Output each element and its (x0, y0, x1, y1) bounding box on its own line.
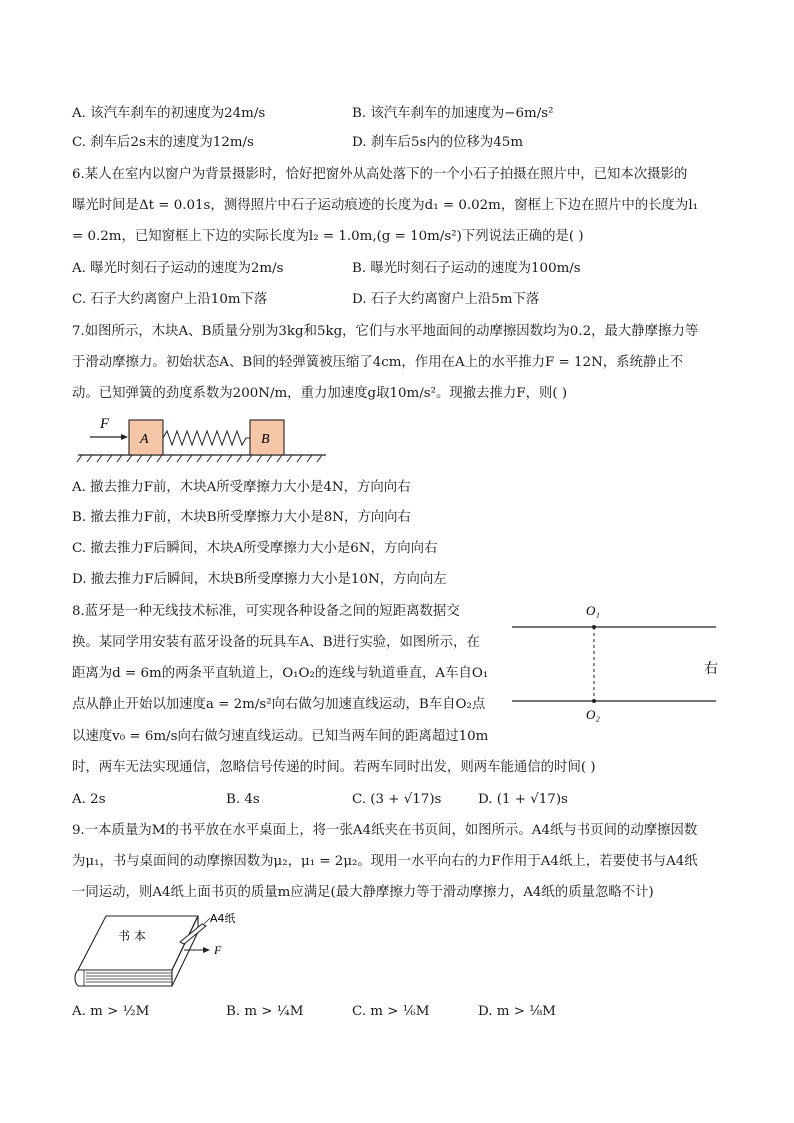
q8-option-c: C. (3 + √17)s (352, 792, 442, 807)
q6-stem-line-1: 6.某人在室内以窗户为背景摄影时，恰好把窗外从高处落下的一个小石子拍摄在照片中，已知本次摄影的 (72, 167, 688, 182)
label-o2: O₂ (586, 707, 600, 722)
q7-option-a: A. 撤去推力F前，木块A所受摩擦力大小是4N，方向向右 (72, 480, 411, 495)
q8-stem-line-4: 点从静止开始以加速度a = 2m/s²向右做匀加速直线运动，B车自O₂点 (72, 697, 486, 712)
force-label-f: F (100, 416, 110, 432)
q7-option-b: B. 撤去推力F前，木块B所受摩擦力大小是8N，方向向右 (72, 510, 411, 525)
q8-stem-line-3: 距离为d = 6m的两条平直轨道上，O₁O₂的连线与轨道垂直，A车自O₁ (72, 666, 489, 681)
point-o2 (592, 699, 596, 703)
q8-stem-line-5: 以速度v₀ = 6m/s向右做匀速直线运动。已知当两车间的距离超过10m (72, 729, 489, 744)
q6-option-a: A. 曝光时刻石子运动的速度为2m/s (72, 261, 284, 276)
q9-option-b: B. m > ¼M (226, 1004, 304, 1019)
q9-option-a: A. m > ½M (72, 1004, 150, 1019)
q6-option-b: B. 曝光时刻石子运动的速度为100m/s (352, 261, 581, 276)
book-drawing (75, 916, 198, 986)
q5-option-c: C. 刹车后2s末的速度为12m/s (72, 135, 254, 150)
q7-option-c: C. 撤去推力F后瞬间，木块A所受摩擦力大小是6N，方向向右 (72, 541, 438, 556)
q6-option-d: D. 石子大约离窗户上沿5m下落 (352, 292, 540, 307)
q9-stem-line-2: 为μ₁，书与桌面间的动摩擦因数为μ₂，μ₁ = 2μ₂。现用一水平向右的力F作用于A4纸上，若要使书与A4纸 (72, 854, 698, 869)
q7-stem-line-2: 于滑动摩擦力。初始状态A、B间的轻弹簧被压缩了4cm，作用在A上的水平推力F = 12N，系统静止不 (72, 355, 684, 370)
q7-option-d: D. 撤去推力F后瞬间，木块B所受摩擦力大小是10N，方向向左 (72, 572, 447, 587)
q5-option-a: A. 该汽车刹车的初速度为24m/s (72, 106, 266, 121)
page-edges (86, 973, 172, 982)
q7-stem-line-3: 动。已知弹簧的劲度系数为200N/m，重力加速度g取10m/s²。现撤去推力F，则( ) (72, 386, 568, 401)
q5-option-b: B. 该汽车刹车的加速度为−6m/s² (352, 106, 554, 121)
ground-hatching (77, 455, 326, 462)
book-title-text: 书 本 (118, 929, 146, 943)
label-right: 右 (704, 661, 718, 677)
q5-option-d: D. 刹车后5s内的位移为45m (352, 135, 524, 150)
push-force-arrow (90, 434, 128, 440)
block-b-label: B (261, 432, 270, 447)
q9-figure-book (72, 910, 262, 994)
q9-stem-line-3: 一同运动，则A4纸上面书页的质量m应满足(最大静摩擦力等于滑动摩擦力，A4纸的质量忽略不计) (72, 885, 654, 900)
q8-stem-line-1: 8.蓝牙是一种无线技术标准，可实现各种设备之间的短距离数据交 (72, 604, 460, 619)
q8-option-b: B. 4s (226, 792, 260, 807)
q8-stem-line-2: 换。某同学用安装有蓝牙设备的玩具车A、B进行实验，如图所示，在 (72, 635, 480, 650)
q8-figure-tracks (508, 598, 738, 728)
label-force-f: F (214, 943, 222, 957)
q6-stem-line-2: 曝光时间是Δt = 0.01s，测得照片中石子运动痕迹的长度为d₁ = 0.02m，窗框上下边在照片中的长度为l₁ (72, 198, 698, 213)
q8-option-a: A. 2s (72, 792, 106, 807)
q9-option-c: C. m > ⅙M (352, 1004, 430, 1019)
q8-option-d: D. (1 + √17)s (478, 792, 568, 807)
label-o1: O₁ (586, 603, 600, 618)
q7-stem-line-1: 7.如图所示，木块A、B质量分别为3kg和5kg，它们与水平地面间的动摩擦因数均为0.2，最大静摩擦力等 (72, 324, 699, 339)
point-o1 (592, 625, 596, 629)
q7-figure-blocks-spring (76, 410, 328, 466)
spring (163, 431, 250, 445)
q8-stem-line-6: 时，两车无法实现通信，忽略信号传递的时间。若两车同时出发，则两车能通信的时间( ) (72, 760, 596, 775)
q6-option-c: C. 石子大约离窗户上沿10m下落 (72, 292, 268, 307)
block-a-label: A (140, 432, 149, 447)
q9-option-d: D. m > ⅛M (478, 1004, 556, 1019)
label-a4-paper: A4纸 (210, 912, 236, 925)
q9-stem-line-1: 9.一本质量为M的书平放在水平桌面上，将一张A4纸夹在书页间，如图所示。A4纸与书页间的动摩擦因数 (72, 823, 698, 838)
q6-stem-line-3: = 0.2m，已知窗框上下边的实际长度为l₂ = 1.0m,(g = 10m/s²)下列说法正确的是( ) (72, 229, 584, 244)
